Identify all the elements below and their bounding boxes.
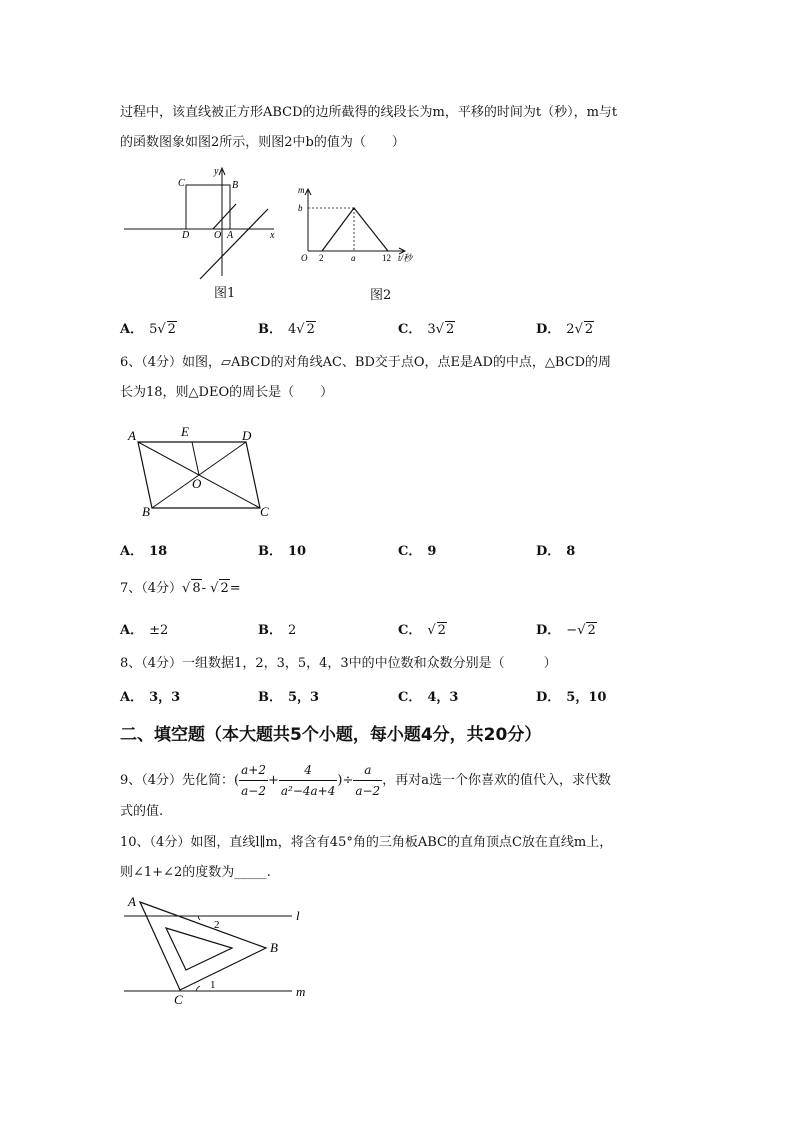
- q10-label-2: 2: [214, 919, 220, 931]
- q10-label-l: l: [296, 908, 300, 923]
- q5-option-c[interactable]: C． 3√ 2: [398, 322, 455, 337]
- q9-text-line2: 式的值.: [120, 804, 164, 819]
- fig1-label-c: C: [178, 178, 185, 189]
- q10-label-b: B: [270, 940, 278, 955]
- q6-text-line2: 长为18，则△DEO的周长是（ ）: [120, 385, 334, 400]
- fig1-label-x: x: [270, 230, 275, 241]
- q10-text-line1: 10、（4分）如图，直线l∥m，将含有45°角的三角板ABC的直角顶点C放在直线m上，: [120, 835, 613, 850]
- fig1-square: [186, 185, 230, 229]
- q5-text-line2: 的函数图象如图2所示，则图2中b的值为（ ）: [120, 135, 405, 150]
- fig1-label-y: y: [214, 166, 219, 177]
- q8-option-b[interactable]: B． 5，3: [258, 690, 320, 705]
- triangle-outer: [140, 902, 266, 990]
- q6-option-b[interactable]: B． 10: [258, 544, 307, 559]
- q6-label-c: C: [260, 504, 269, 519]
- q8-text: 8、（4分）一组数据1，2，3，5，4，3中的中位数和众数分别是（ ）: [120, 656, 557, 671]
- q9-text-line1: 9、（4分）先化简：( $\frac{a+2}{a-2}$ + $\frac{4}{\text{a²−4a+4}}$ )÷ $\frac{a}{a-2}$ ，再对a选一个你喜欢的值代入，求代数: [120, 760, 611, 801]
- q6-label-e: E: [181, 424, 189, 439]
- q10-label-c: C: [174, 992, 183, 1007]
- q6-option-d[interactable]: D． 8: [536, 544, 576, 559]
- fig2-graph: [322, 208, 388, 251]
- q6-option-a[interactable]: A． 18: [120, 544, 168, 559]
- fig1-label-o: O: [214, 230, 222, 241]
- q8-option-d[interactable]: D． 5，10: [536, 690, 607, 705]
- q6-text-line1: 6、（4分）如图，▱ABCD的对角线AC、BD交于点O，点E是AD的中点，△BCD的周: [120, 355, 612, 370]
- q10-figure-triangle: [118, 892, 328, 1008]
- q6-label-o: O: [192, 476, 202, 491]
- triangle-inner: [166, 928, 232, 970]
- q10-label-1: 1: [210, 979, 216, 991]
- fig2-label-m: m: [298, 185, 305, 195]
- q5-figure-1: [118, 162, 288, 280]
- fig2-label-12: 12: [382, 253, 391, 263]
- fig2-label-o: O: [301, 253, 308, 263]
- q5-fig1-caption: 图1: [214, 286, 236, 301]
- q7-option-b[interactable]: B． 2: [258, 623, 297, 638]
- q5-fig2-caption: 图2: [370, 288, 392, 303]
- fig1-label-a: A: [227, 230, 234, 241]
- fig2-label-a: a: [351, 253, 356, 263]
- fig2-label-2: 2: [319, 253, 324, 263]
- q10-text-line2: 则∠1+∠2的度数为_____.: [120, 865, 271, 880]
- q5-option-b[interactable]: B． 4√ 2: [258, 322, 315, 337]
- q10-label-a: A: [128, 894, 136, 909]
- fig1-label-d: D: [182, 230, 190, 241]
- q5-text-line1: 过程中，该直线被正方形ABCD的边所截得的线段长为m，平移的时间为t（秒），m与t: [120, 105, 618, 120]
- q7-option-a[interactable]: A． ±2: [120, 623, 169, 638]
- q6-figure-parallelogram: [124, 422, 284, 522]
- q8-option-a[interactable]: A． 3，3: [120, 690, 181, 705]
- fig1-line-1: [200, 209, 268, 279]
- fig2-label-b: b: [298, 203, 303, 213]
- q6-option-c[interactable]: C． 9: [398, 544, 437, 559]
- q10-label-m: m: [296, 984, 306, 999]
- q6-label-b: B: [142, 504, 150, 519]
- q7-text: 7、（4分）√ 8- √ 2=: [120, 581, 241, 596]
- fig1-line-2: [213, 204, 236, 229]
- q8-option-c[interactable]: C． 4，3: [398, 690, 459, 705]
- section-2-title: 二、填空题（本大题共5个小题，每小题4分，共20分）: [120, 725, 542, 745]
- fig1-label-b: B: [232, 180, 239, 191]
- fig2-label-t: t/秒: [398, 253, 413, 263]
- q5-option-d[interactable]: D． 2√ 2: [536, 322, 594, 337]
- q6-label-a: A: [128, 428, 136, 443]
- segment-eo: [192, 442, 199, 475]
- q5-figure-2: [296, 182, 436, 268]
- q6-label-d: D: [242, 428, 252, 443]
- q7-option-d[interactable]: D． −√ 2: [536, 623, 596, 638]
- q7-option-c[interactable]: C． √ 2: [398, 623, 446, 638]
- q5-option-a[interactable]: A． 5√ 2: [120, 322, 176, 337]
